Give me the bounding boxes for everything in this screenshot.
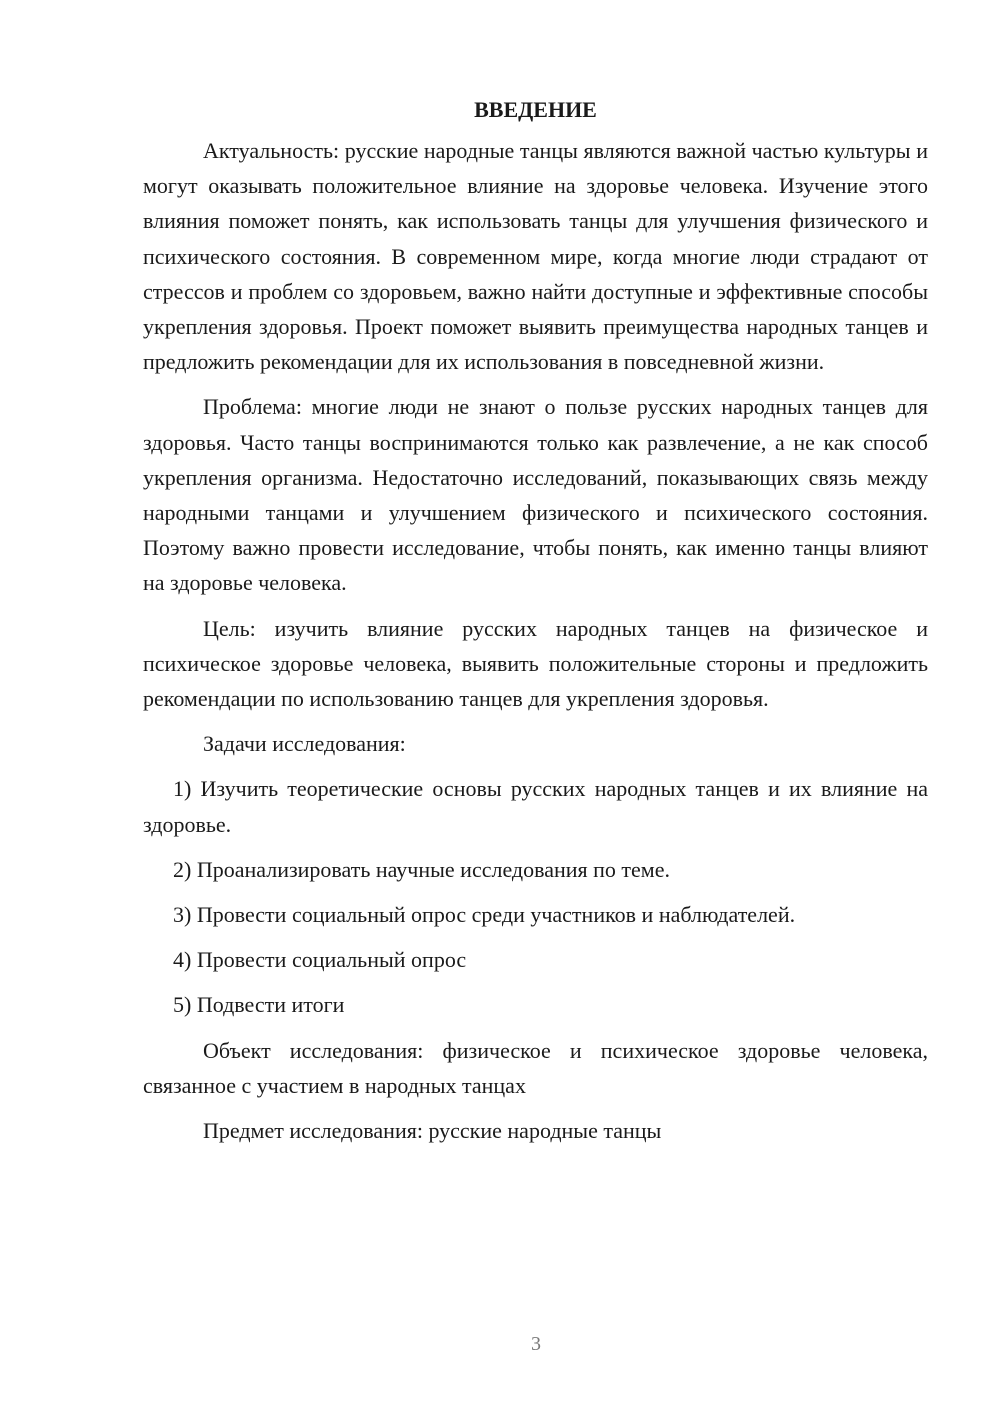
section-title: ВВЕДЕНИЕ <box>474 97 597 122</box>
tasks-heading: Задачи исследования: <box>203 731 406 757</box>
task-item-2: 2) Проанализировать научные исследования по теме. <box>173 856 670 882</box>
goal-paragraph: Цель: изучить влияние русских народных танцев на физическое и психическое здоровье человека, выявить положительные стороны и предложить рекомендации по использованию танцев для укрепления здоровья. <box>143 615 928 712</box>
document-body <box>143 92 928 1158</box>
problem-paragraph: Проблема: многие люди не знают о пользе русских народных танцев для здоровья. Часто танцы воспринимаются только как развлечение, а не как способ укрепления организма. Недостаточно исследований, показывающих связь между народными танцами и улучшением физического и психического состояния. Поэтому важно провести исследование, чтобы понять, как именно танцы влияют на здоровье человека. <box>143 394 928 596</box>
task-item-1: 1) Изучить теоретические основы русских народных танцев и их влияние на здоровье. <box>143 776 928 837</box>
object-paragraph: Объект исследования: физическое и психическое здоровье человека, связанное с участием в народных танцах <box>143 1037 928 1098</box>
subject-paragraph: Предмет исследования: русские народные танцы <box>203 1118 662 1144</box>
task-item-5: 5) Подвести итоги <box>173 992 345 1018</box>
task-item-3: 3) Провести социальный опрос среди участников и наблюдателей. <box>173 902 796 928</box>
task-item-4: 4) Провести социальный опрос <box>173 947 467 973</box>
relevance-paragraph: Актуальность: русские народные танцы являются важной частью культуры и могут оказывать положительное влияние на здоровье человека. Изучение этого влияния поможет понять, как использовать танцы для улучшения физического и психического состояния. В современном мире, когда многие люди страдают от стрессов и проблем со здоровьем, важно найти доступные и эффективные способы укрепления здоровья. Проект поможет выявить преимущества народных танцев и предложить рекомендации для их использования в повседневной жизни. <box>143 138 928 375</box>
page-number: 3 <box>531 1333 541 1355</box>
